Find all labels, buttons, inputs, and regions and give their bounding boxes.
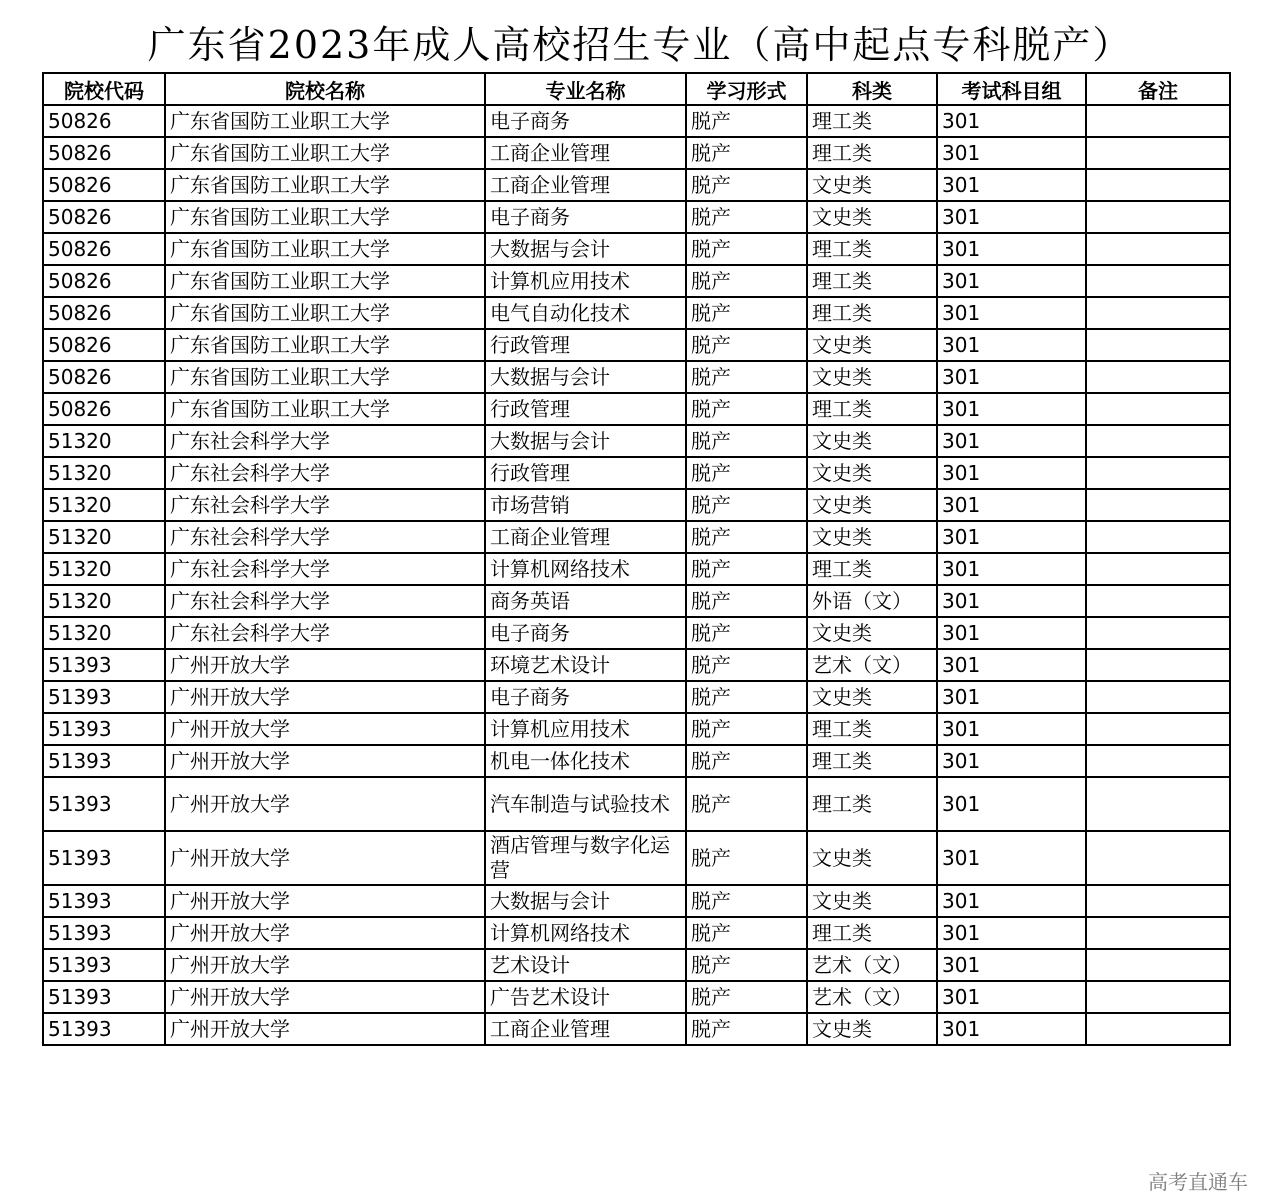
cell-study-mode: 脱产 [686,201,807,233]
cell-exam-group: 301 [937,713,1086,745]
cell-category: 艺术（文） [807,649,937,681]
cell-major-name: 大数据与会计 [485,425,686,457]
cell-school-code: 51320 [43,457,165,489]
cell-school-code: 51393 [43,949,165,981]
cell-school-code: 51320 [43,553,165,585]
cell-notes [1086,489,1230,521]
cell-major-name: 计算机网络技术 [485,917,686,949]
cell-school-code: 51393 [43,649,165,681]
cell-study-mode: 脱产 [686,521,807,553]
cell-school-code: 51393 [43,885,165,917]
cell-major-name: 工商企业管理 [485,169,686,201]
cell-major-name: 广告艺术设计 [485,981,686,1013]
cell-study-mode: 脱产 [686,777,807,831]
cell-exam-group: 301 [937,105,1086,137]
table-row [43,361,1230,393]
cell-school-code: 50826 [43,329,165,361]
cell-category: 文史类 [807,169,937,201]
cell-category: 理工类 [807,917,937,949]
cell-notes [1086,649,1230,681]
cell-school-code: 50826 [43,265,165,297]
cell-exam-group: 301 [937,329,1086,361]
cell-exam-group: 301 [937,681,1086,713]
cell-school-code: 51320 [43,585,165,617]
cell-school-name: 广东省国防工业职工大学 [165,361,485,393]
cell-school-code: 50826 [43,105,165,137]
cell-notes [1086,831,1230,885]
cell-category: 文史类 [807,617,937,649]
cell-major-name: 计算机网络技术 [485,553,686,585]
cell-major-name: 环境艺术设计 [485,649,686,681]
table-row [43,617,1230,649]
table-row [43,777,1230,831]
cell-category: 理工类 [807,393,937,425]
cell-category: 外语（文） [807,585,937,617]
cell-category: 文史类 [807,457,937,489]
cell-exam-group: 301 [937,489,1086,521]
cell-major-name: 商务英语 [485,585,686,617]
cell-exam-group: 301 [937,361,1086,393]
cell-major-name: 行政管理 [485,457,686,489]
cell-exam-group: 301 [937,981,1086,1013]
cell-category: 理工类 [807,745,937,777]
table-row [43,137,1230,169]
cell-exam-group: 301 [937,831,1086,885]
cell-category: 艺术（文） [807,949,937,981]
cell-notes [1086,201,1230,233]
page-title: 广东省2023年成人高校招生专业（高中起点专科脱产） [147,23,1133,67]
cell-school-code: 50826 [43,361,165,393]
cell-notes [1086,105,1230,137]
table-header-row [43,73,1230,105]
cell-major-name: 电子商务 [485,617,686,649]
cell-major-name: 计算机应用技术 [485,265,686,297]
cell-notes [1086,233,1230,265]
table-row [43,297,1230,329]
cell-school-name: 广州开放大学 [165,649,485,681]
cell-exam-group: 301 [937,1013,1086,1045]
cell-exam-group: 301 [937,617,1086,649]
cell-category: 文史类 [807,885,937,917]
cell-study-mode: 脱产 [686,489,807,521]
cell-school-code: 51393 [43,681,165,713]
cell-study-mode: 脱产 [686,949,807,981]
header-exam-group: 考试科目组 [937,73,1086,105]
cell-major-name: 工商企业管理 [485,521,686,553]
cell-exam-group: 301 [937,297,1086,329]
cell-school-name: 广东社会科学大学 [165,425,485,457]
table-row [43,393,1230,425]
cell-major-name: 汽车制造与试验技术 [485,777,686,831]
table-row [43,201,1230,233]
table-row [43,885,1230,917]
cell-exam-group: 301 [937,649,1086,681]
cell-major-name: 艺术设计 [485,949,686,981]
cell-study-mode: 脱产 [686,553,807,585]
cell-exam-group: 301 [937,777,1086,831]
cell-exam-group: 301 [937,201,1086,233]
cell-notes [1086,681,1230,713]
cell-exam-group: 301 [937,745,1086,777]
header-school-code: 院校代码 [43,73,165,105]
cell-school-code: 51320 [43,521,165,553]
cell-major-name: 市场营销 [485,489,686,521]
cell-school-code: 51393 [43,1013,165,1045]
cell-school-name: 广州开放大学 [165,681,485,713]
cell-study-mode: 脱产 [686,361,807,393]
cell-category: 文史类 [807,201,937,233]
header-notes: 备注 [1086,73,1230,105]
cell-study-mode: 脱产 [686,393,807,425]
cell-school-code: 50826 [43,297,165,329]
cell-school-name: 广东省国防工业职工大学 [165,393,485,425]
cell-study-mode: 脱产 [686,137,807,169]
cell-study-mode: 脱产 [686,169,807,201]
table-row [43,457,1230,489]
table-row [43,265,1230,297]
cell-notes [1086,553,1230,585]
cell-school-name: 广东省国防工业职工大学 [165,201,485,233]
cell-category: 文史类 [807,329,937,361]
cell-study-mode: 脱产 [686,425,807,457]
cell-notes [1086,265,1230,297]
cell-school-code: 50826 [43,233,165,265]
cell-category: 文史类 [807,489,937,521]
cell-school-name: 广东省国防工业职工大学 [165,105,485,137]
cell-school-code: 51393 [43,777,165,831]
cell-category: 文史类 [807,831,937,885]
cell-school-name: 广州开放大学 [165,949,485,981]
cell-major-name: 机电一体化技术 [485,745,686,777]
cell-school-code: 50826 [43,201,165,233]
cell-major-name: 行政管理 [485,329,686,361]
cell-school-code: 51320 [43,425,165,457]
cell-study-mode: 脱产 [686,105,807,137]
table-row [43,649,1230,681]
cell-study-mode: 脱产 [686,981,807,1013]
cell-notes [1086,1013,1230,1045]
cell-exam-group: 301 [937,393,1086,425]
cell-notes [1086,585,1230,617]
cell-major-name: 电子商务 [485,681,686,713]
cell-school-name: 广东省国防工业职工大学 [165,265,485,297]
cell-notes [1086,885,1230,917]
cell-study-mode: 脱产 [686,681,807,713]
cell-exam-group: 301 [937,137,1086,169]
cell-notes [1086,617,1230,649]
cell-school-name: 广州开放大学 [165,713,485,745]
cell-school-name: 广东社会科学大学 [165,457,485,489]
cell-study-mode: 脱产 [686,885,807,917]
cell-category: 理工类 [807,233,937,265]
cell-school-code: 50826 [43,393,165,425]
header-category: 科类 [807,73,937,105]
table-row [43,949,1230,981]
cell-exam-group: 301 [937,457,1086,489]
cell-school-name: 广东省国防工业职工大学 [165,169,485,201]
cell-major-name: 计算机应用技术 [485,713,686,745]
cell-category: 理工类 [807,265,937,297]
cell-school-name: 广东社会科学大学 [165,585,485,617]
table-row [43,521,1230,553]
cell-notes [1086,297,1230,329]
cell-school-name: 广东省国防工业职工大学 [165,297,485,329]
cell-exam-group: 301 [937,585,1086,617]
cell-school-code: 51393 [43,713,165,745]
cell-category: 文史类 [807,521,937,553]
cell-category: 理工类 [807,297,937,329]
cell-school-name: 广州开放大学 [165,831,485,885]
cell-major-name: 电气自动化技术 [485,297,686,329]
cell-exam-group: 301 [937,169,1086,201]
cell-school-name: 广州开放大学 [165,1013,485,1045]
table-row [43,105,1230,137]
cell-study-mode: 脱产 [686,649,807,681]
cell-study-mode: 脱产 [686,745,807,777]
table-row [43,233,1230,265]
cell-exam-group: 301 [937,265,1086,297]
cell-study-mode: 脱产 [686,233,807,265]
cell-school-code: 51320 [43,617,165,649]
table-row [43,831,1230,885]
table-row [43,1013,1230,1045]
enrollment-table [42,72,1231,1046]
cell-study-mode: 脱产 [686,831,807,885]
watermark-text: 高考直通车 [1148,1170,1248,1194]
table-row [43,745,1230,777]
cell-exam-group: 301 [937,885,1086,917]
cell-notes [1086,425,1230,457]
cell-study-mode: 脱产 [686,297,807,329]
cell-school-code: 51393 [43,981,165,1013]
cell-school-name: 广东社会科学大学 [165,617,485,649]
header-school-name: 院校名称 [165,73,485,105]
cell-school-name: 广州开放大学 [165,981,485,1013]
cell-exam-group: 301 [937,233,1086,265]
cell-study-mode: 脱产 [686,265,807,297]
cell-notes [1086,361,1230,393]
cell-category: 文史类 [807,361,937,393]
cell-major-name: 大数据与会计 [485,233,686,265]
cell-study-mode: 脱产 [686,329,807,361]
cell-exam-group: 301 [937,553,1086,585]
table-row [43,425,1230,457]
cell-study-mode: 脱产 [686,457,807,489]
header-study-mode: 学习形式 [686,73,807,105]
cell-school-code: 51320 [43,489,165,521]
cell-category: 文史类 [807,681,937,713]
cell-school-code: 51393 [43,917,165,949]
table-row [43,329,1230,361]
cell-exam-group: 301 [937,521,1086,553]
cell-major-name: 工商企业管理 [485,1013,686,1045]
cell-notes [1086,457,1230,489]
cell-major-name: 行政管理 [485,393,686,425]
cell-school-name: 广东社会科学大学 [165,553,485,585]
cell-exam-group: 301 [937,917,1086,949]
cell-school-code: 50826 [43,137,165,169]
table-row [43,713,1230,745]
cell-notes [1086,713,1230,745]
cell-major-name: 酒店管理与数字化运营 [485,831,686,885]
cell-major-name: 电子商务 [485,201,686,233]
cell-category: 文史类 [807,425,937,457]
cell-school-name: 广东社会科学大学 [165,489,485,521]
cell-notes [1086,917,1230,949]
cell-school-name: 广州开放大学 [165,777,485,831]
cell-notes [1086,137,1230,169]
table-row [43,585,1230,617]
cell-school-name: 广东省国防工业职工大学 [165,137,485,169]
cell-category: 理工类 [807,105,937,137]
cell-major-name: 工商企业管理 [485,137,686,169]
table-row [43,981,1230,1013]
cell-category: 理工类 [807,713,937,745]
cell-category: 理工类 [807,777,937,831]
table-row [43,553,1230,585]
cell-study-mode: 脱产 [686,713,807,745]
cell-school-code: 50826 [43,169,165,201]
table-row [43,169,1230,201]
cell-category: 理工类 [807,553,937,585]
cell-exam-group: 301 [937,425,1086,457]
cell-major-name: 大数据与会计 [485,885,686,917]
cell-notes [1086,777,1230,831]
cell-category: 理工类 [807,137,937,169]
cell-major-name: 电子商务 [485,105,686,137]
cell-school-code: 51393 [43,831,165,885]
cell-notes [1086,521,1230,553]
cell-school-name: 广州开放大学 [165,745,485,777]
table-row [43,681,1230,713]
table-row [43,917,1230,949]
cell-notes [1086,745,1230,777]
cell-notes [1086,393,1230,425]
cell-notes [1086,949,1230,981]
cell-school-name: 广州开放大学 [165,917,485,949]
cell-school-name: 广州开放大学 [165,885,485,917]
cell-study-mode: 脱产 [686,617,807,649]
cell-category: 文史类 [807,1013,937,1045]
header-major-name: 专业名称 [485,73,686,105]
cell-category: 艺术（文） [807,981,937,1013]
cell-school-name: 广东省国防工业职工大学 [165,329,485,361]
cell-exam-group: 301 [937,949,1086,981]
cell-study-mode: 脱产 [686,585,807,617]
cell-school-name: 广东省国防工业职工大学 [165,233,485,265]
cell-notes [1086,981,1230,1013]
cell-notes [1086,169,1230,201]
cell-study-mode: 脱产 [686,917,807,949]
cell-school-code: 51393 [43,745,165,777]
cell-study-mode: 脱产 [686,1013,807,1045]
cell-major-name: 大数据与会计 [485,361,686,393]
cell-school-name: 广东社会科学大学 [165,521,485,553]
cell-notes [1086,329,1230,361]
table-row [43,489,1230,521]
